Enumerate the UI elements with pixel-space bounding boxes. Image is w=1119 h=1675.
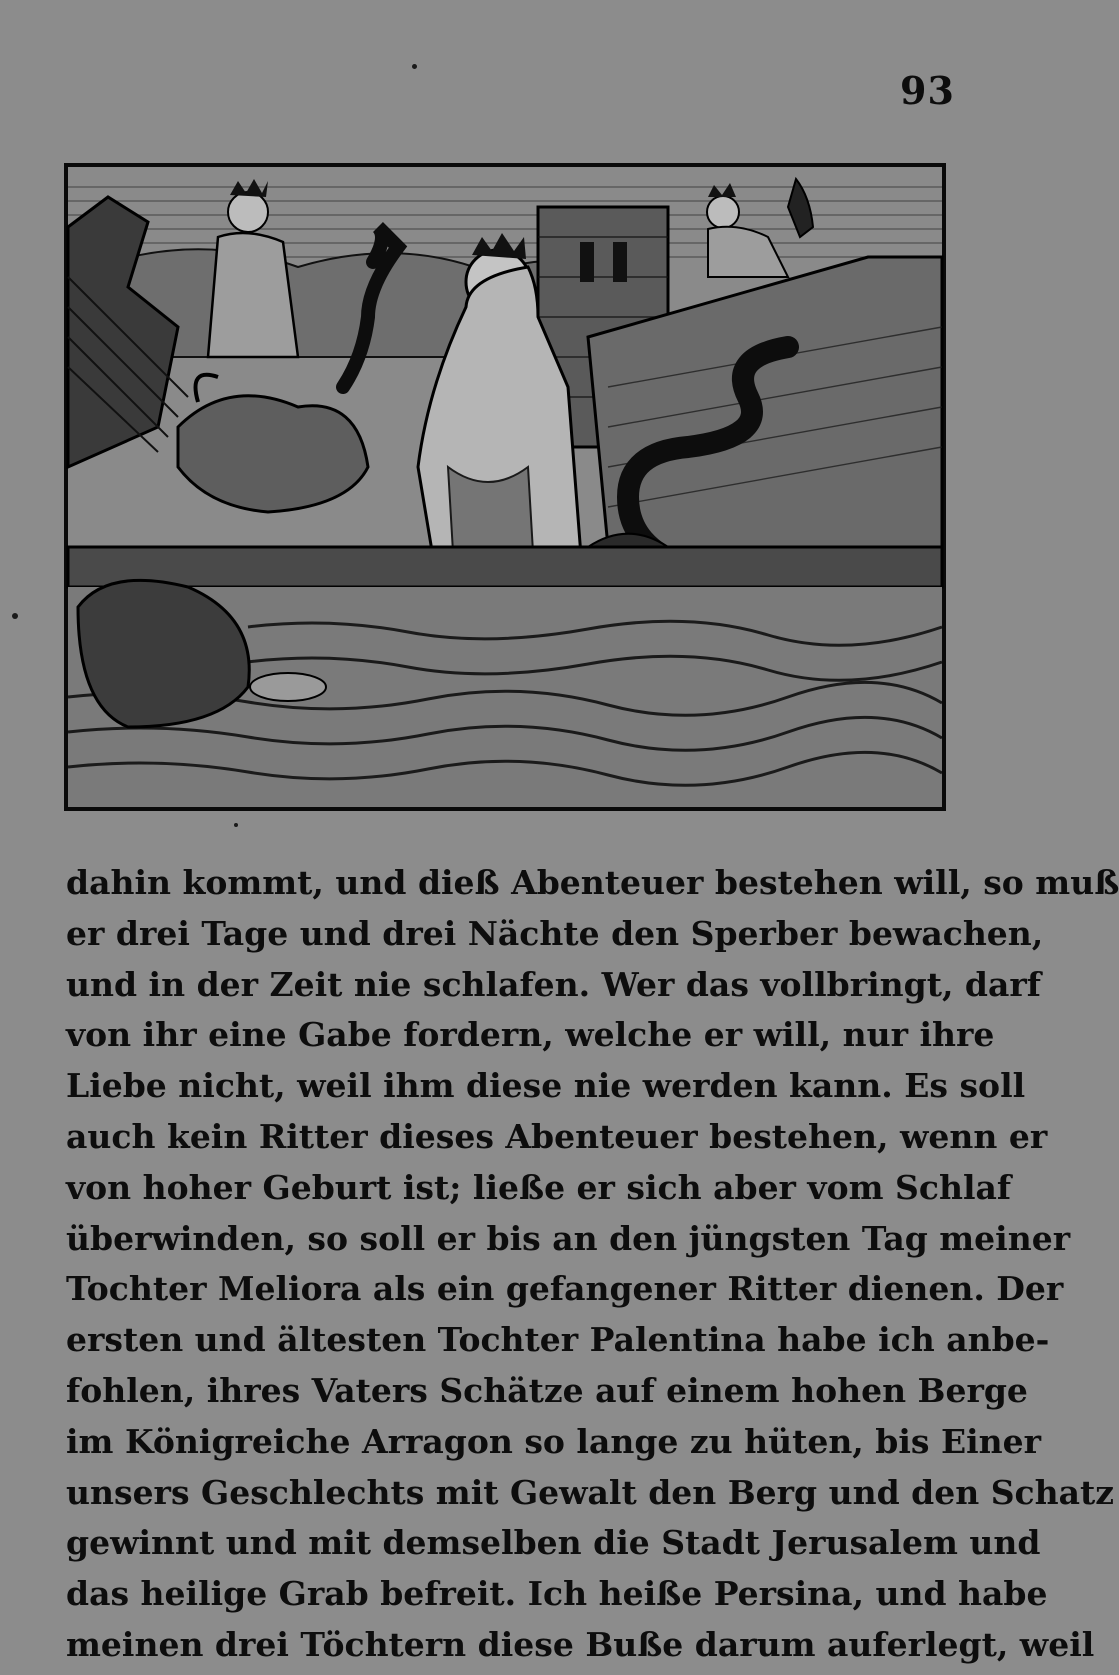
text-line: dahin kommt, und dieß Abenteuer bestehen will, so muß <box>66 863 1119 902</box>
woodcut-illustration <box>64 163 946 811</box>
ink-speck <box>12 613 18 619</box>
text-line: das heilige Grab befreit. Ich heiße Persina, und habe <box>66 1574 1048 1614</box>
text-line: von hoher Geburt ist; ließe er sich aber vom Schlaf <box>66 1167 1012 1207</box>
text-line: meinen drei Töchtern diese Buße darum auferlegt, weil <box>66 1624 1095 1664</box>
text-line: gewinnt und mit demselben die Stadt Jerusalem und <box>66 1523 1041 1563</box>
text-line: überwinden, so soll er bis an den jüngsten Tag meiner <box>66 1218 1071 1258</box>
ink-speck <box>412 64 417 69</box>
text-line: und in der Zeit nie schlafen. Wer das vollbringt, darf <box>66 964 1041 1004</box>
text-line: von ihr eine Gabe fordern, welche er will, nur ihre <box>66 1015 995 1055</box>
text-line: im Königreiche Arragon so lange zu hüten, bis Einer <box>66 1421 1042 1461</box>
body-text <box>66 858 1119 1671</box>
text-line: Liebe nicht, weil ihm diese nie werden kann. Es soll <box>66 1066 1026 1106</box>
text-line: unsers Geschlechts mit Gewalt den Berg und den Schatz <box>66 1472 1114 1512</box>
text-line: ersten und ältesten Tochter Palentina habe ich anbe- <box>66 1320 1050 1360</box>
text-line: Tochter Meliora als ein gefangener Ritter dienen. Der <box>66 1269 1064 1309</box>
ink-speck <box>234 823 238 827</box>
text-line: fohlen, ihres Vaters Schätze auf einem hohen Berge <box>66 1370 1028 1410</box>
text-line: auch kein Ritter dieses Abenteuer bestehen, wenn er <box>66 1116 1048 1156</box>
woodcut-image <box>68 167 942 807</box>
page-number: 93 <box>900 68 955 113</box>
text-line: er drei Tage und drei Nächte den Sperber bewachen, <box>66 913 1044 953</box>
